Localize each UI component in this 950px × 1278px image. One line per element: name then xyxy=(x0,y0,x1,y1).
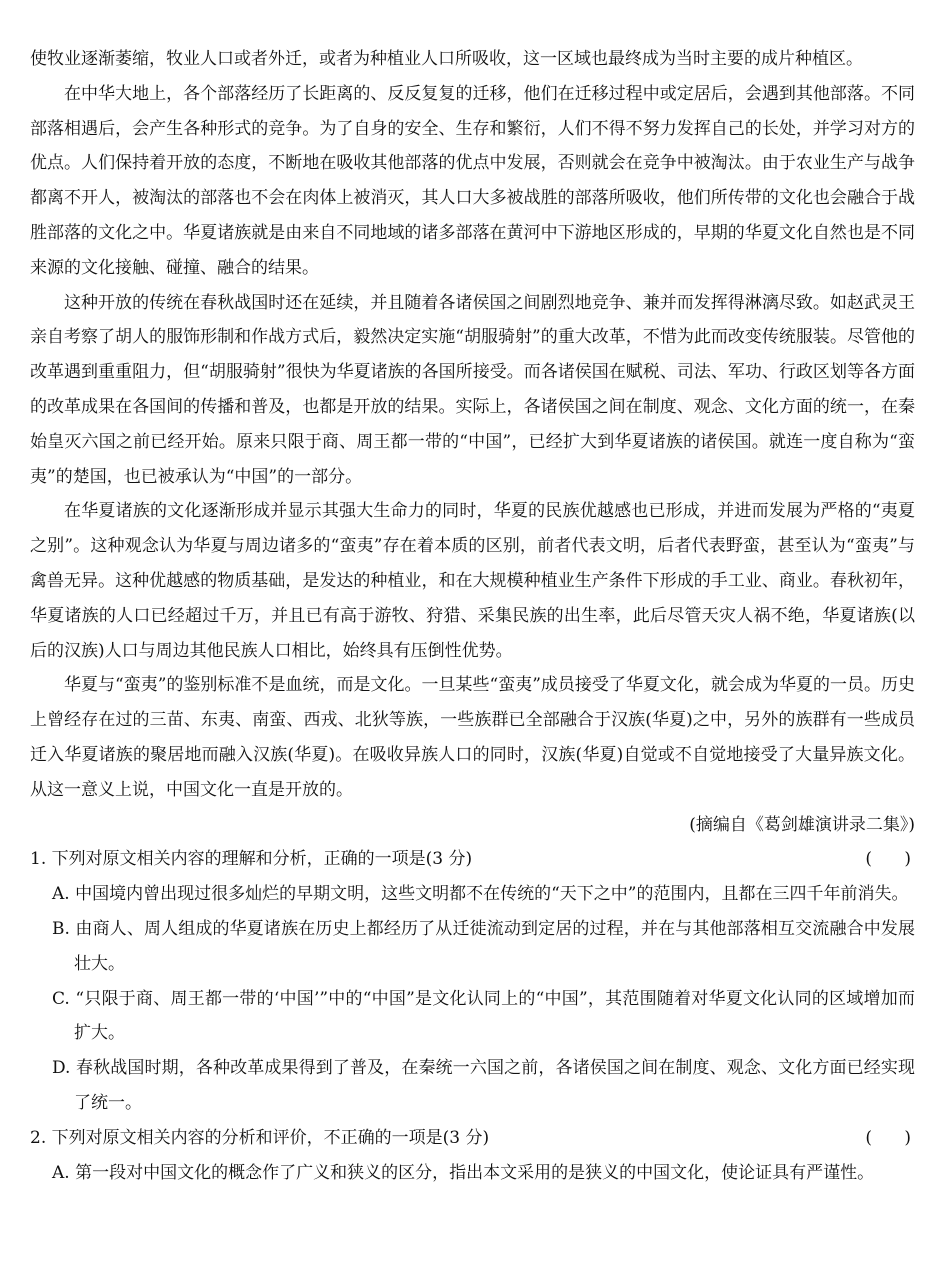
question-1-stem xyxy=(30,842,915,877)
paragraph: 在华夏诸族的文化逐渐形成并显示其强大生命力的同时，华夏的民族优越感也已形成，并进而发展为严格的“夷夏之别”。这种观念认为华夏与周边诸多的“蛮夷”存在着本质的区别，前者代表文明，后者代表野蛮，甚至认为“蛮夷”与禽兽无异。这种优越感的物质基础，是发达的种植业，和在大规模种植业生产条件下形成的手工业、商业。春秋初年，华夏诸族的人口已经超过千万，并且已有高于游牧、狩猎、采集民族的出生率，此后尽管天灾人祸不绝，华夏诸族(以后的汉族)人口与周边其他民族人口相比，始终具有压倒性优势。 xyxy=(30,501,915,661)
option-b: B. 由商人、周人组成的华夏诸族在历史上都经历了从迁徙流动到定居的过程，并在与其他部落相互交流融合中发展壮大。 xyxy=(52,918,915,974)
question-text: 2. 下列对原文相关内容的分析和评价，不正确的一项是(3 分) xyxy=(30,1127,490,1148)
option-d: D. 春秋战国时期，各种改革成果得到了普及，在秦统一六国之前，各诸侯国之间在制度、观念、文化方面已经实现了统一。 xyxy=(52,1058,915,1113)
source-citation: (摘编自《葛剑雄演讲录二集》) xyxy=(689,814,915,835)
paragraph: 在中华大地上，各个部落经历了长距离的、反反复复的迁移，他们在迁移过程中或定居后，会遇到其他部落。不同部落相遇后，会产生各种形式的竞争。为了自身的安全、生存和繁衍，人们不得不努力发挥自己的长处，并学习对方的优点。人们保持着开放的态度，不断地在吸收其他部落的优点中发展，否则就会在竞争中被淘汰。由于农业生产与战争都离不开人，被淘汰的部落也不会在肉体上被消灭，其人口大多被战胜的部落所吸收，他们所传带的文化也会融合于战胜部落的文化之中。华夏诸族就是由来自不同地域的诸多部落在黄河中下游地区形成的，早期的华夏文化自然也是不同来源的文化接触、碰撞、融合的结果。 xyxy=(30,83,915,278)
option-a: A. 中国境内曾出现过很多灿烂的早期文明，这些文明都不在传统的“天下之中”的范围内，且都在三四千年前消失。 xyxy=(52,884,909,905)
question-text: 1. 下列对原文相关内容的理解和分析，正确的一项是(3 分) xyxy=(30,849,473,870)
question-2-stem xyxy=(30,1121,915,1156)
paragraph: 这种开放的传统在春秋战国时还在延续，并且随着各诸侯国之间剧烈地竞争、兼并而发挥得淋漓尽致。如赵武灵王亲自考察了胡人的服饰形制和作战方式后，毅然决定实施“胡服骑射”的重大改革，不惜为此而改变传统服装。尽管他的改革遇到重重阻力，但“胡服骑射”很快为华夏诸族的各国所接受。而各诸侯国在赋税、司法、军功、行政区划等各方面的改革成果在各国间的传播和普及，也都是开放的结果。实际上，各诸侯国之间在制度、观念、文化方面的统一，在秦始皇灭六国之前已经开始。原来只限于商、周王都一带的“中国”，已经扩大到华夏诸族的诸侯国。就连一度自称为“蛮夷”的楚国，也已被承认为“中国”的一部分。 xyxy=(30,292,915,487)
answer-blank: ( ) xyxy=(865,849,911,870)
option-c: C. “只限于商、周王都一带的‘中国’”中的“中国”是文化认同上的“中国”，其范围随着对华夏文化认同的区域增加而扩大。 xyxy=(52,988,915,1044)
paragraph: 使牧业逐渐萎缩，牧业人口或者外迁，或者为种植业人口所吸收，这一区域也最终成为当时主要的成片种植区。 xyxy=(30,49,863,69)
paragraph: 华夏与“蛮夷”的鉴别标准不是血统，而是文化。一旦某些“蛮夷”成员接受了华夏文化，就会成为华夏的一员。历史上曾经存在过的三苗、东夷、南蛮、西戎、北狄等族，一些族群已全部融合于汉族(华夏)之中，另外的族群有一些成员迁入华夏诸族的聚居地而融入汉族(华夏)。在吸收异族人口的同时，汉族(华夏)自觉或不自觉地接受了大量异族文化。从这一意义上说，中国文化一直是开放的。 xyxy=(30,675,915,800)
exam-page xyxy=(30,0,915,1278)
answer-blank: ( ) xyxy=(865,1127,911,1148)
option-a: A. 第一段对中国文化的概念作了广义和狭义的区分，指出本文采用的是狭义的中国文化，使论证具有严谨性。 xyxy=(52,1162,875,1183)
